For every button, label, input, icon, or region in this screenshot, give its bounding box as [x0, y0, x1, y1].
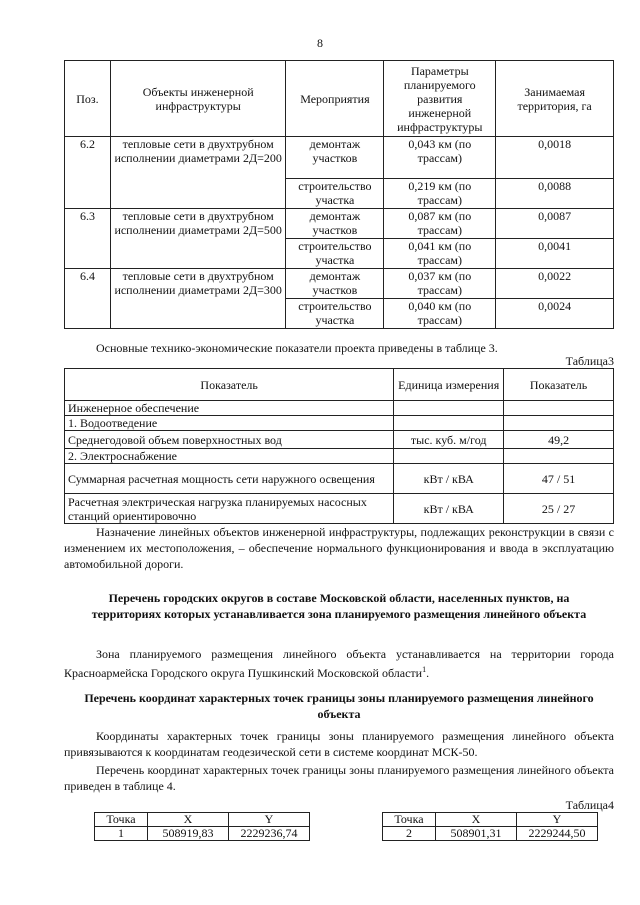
table-row	[95, 827, 310, 841]
page-number: 8	[317, 36, 323, 50]
value-cell: 49,2	[504, 431, 614, 449]
indicator-cell: Расчетная электрическая нагрузка планируемых насосных станций ориентировочно	[65, 494, 394, 524]
table-row	[383, 827, 598, 841]
heading-coordinates: Перечень координат характерных точек границы зоны планируемого размещения линейного объекта	[84, 691, 594, 721]
table-row	[65, 416, 614, 431]
unit-cell	[394, 401, 504, 416]
indicator-cell: Среднегодовой объем поверхностных вод	[65, 431, 394, 449]
param-cell: 0,037 км (по трассам)	[384, 269, 496, 299]
value-cell: 47 / 51	[504, 464, 614, 494]
area-cell: 0,0041	[496, 239, 614, 269]
table-row	[65, 269, 614, 299]
col-header-x: X	[148, 813, 229, 827]
col-header-point: Точка	[95, 813, 148, 827]
col-header-y: Y	[229, 813, 310, 827]
coordinates-table-right	[382, 812, 598, 841]
footnote-marker: 1	[422, 665, 427, 674]
engineering-infrastructure-table	[64, 60, 614, 329]
action-cell: демонтаж участков	[286, 209, 384, 239]
pos-cell: 6.4	[65, 269, 111, 329]
col-header-point: Точка	[383, 813, 436, 827]
object-cell: тепловые сети в двухтрубном исполнении диаметрами 2Д=500	[110, 209, 286, 269]
value-cell	[504, 449, 614, 464]
unit-cell: тыс. куб. м/год	[394, 431, 504, 449]
table-row	[65, 494, 614, 524]
param-cell: 0,219 км (по трассам)	[384, 179, 496, 209]
col-header-pos: Поз.	[65, 61, 111, 137]
table-row	[65, 209, 614, 239]
value-cell	[504, 416, 614, 431]
y-cell: 2229244,50	[517, 827, 598, 841]
pos-cell: 6.2	[65, 137, 111, 209]
indicator-cell: Суммарная расчетная мощность сети наружного освещения	[65, 464, 394, 494]
unit-cell: кВт / кВА	[394, 494, 504, 524]
intro-table3: Основные технико-экономические показатели проекта приведены в таблице 3.	[96, 341, 498, 355]
col-header-param: Параметры планируемого развития инженерной инфраструктуры	[384, 61, 496, 137]
action-cell: строительство участка	[286, 179, 384, 209]
unit-cell	[394, 416, 504, 431]
economic-indicators-table	[64, 368, 614, 524]
action-cell: демонтаж участков	[286, 269, 384, 299]
area-cell: 0,0018	[496, 137, 614, 179]
purpose-paragraph: Назначение линейных объектов инженерной инфраструктуры, подлежащих реконструкции в связи с изменением их местоположения, – обеспечение нормального функционирования и ввода в эксплуатацию автомобильной дороги.	[64, 525, 614, 571]
indicator-cell: 2. Электроснабжение	[65, 449, 394, 464]
point-cell: 1	[95, 827, 148, 841]
param-cell: 0,041 км (по трассам)	[384, 239, 496, 269]
action-cell: строительство участка	[286, 239, 384, 269]
table-row	[65, 401, 614, 416]
x-cell: 508919,83	[148, 827, 229, 841]
param-cell: 0,040 км (по трассам)	[384, 299, 496, 329]
indicator-cell: Инженерное обеспечение	[65, 401, 394, 416]
zone-text: Зона планируемого размещения линейного объекта устанавливается на территории города Красноармейска Городского округа Пушкинский Московской области	[64, 647, 614, 680]
table-row	[65, 431, 614, 449]
table-row	[65, 464, 614, 494]
pos-cell: 6.3	[65, 209, 111, 269]
area-cell: 0,0088	[496, 179, 614, 209]
area-cell: 0,0087	[496, 209, 614, 239]
coordinates-table-left	[94, 812, 310, 841]
col-header-unit: Единица измерения	[394, 369, 504, 401]
point-cell: 2	[383, 827, 436, 841]
table-row	[65, 449, 614, 464]
action-cell: строительство участка	[286, 299, 384, 329]
area-cell: 0,0024	[496, 299, 614, 329]
y-cell: 2229236,74	[229, 827, 310, 841]
zone-text-end: .	[426, 666, 430, 680]
col-header-area: Занимаемая территория, га	[496, 61, 614, 137]
unit-cell	[394, 449, 504, 464]
zone-paragraph	[64, 646, 614, 681]
object-cell: тепловые сети в двухтрубном исполнении диаметрами 2Д=200	[110, 137, 286, 209]
area-cell: 0,0022	[496, 269, 614, 299]
col-header-object: Объекты инженерной инфраструктуры	[110, 61, 286, 137]
table4-caption: Таблица4	[565, 798, 614, 812]
unit-cell: кВт / кВА	[394, 464, 504, 494]
action-cell: демонтаж участков	[286, 137, 384, 179]
col-header-indicator: Показатель	[65, 369, 394, 401]
value-cell	[504, 401, 614, 416]
table-row	[65, 137, 614, 179]
param-cell: 0,087 км (по трассам)	[384, 209, 496, 239]
value-cell: 25 / 27	[504, 494, 614, 524]
col-header-value: Показатель	[504, 369, 614, 401]
x-cell: 508901,31	[436, 827, 517, 841]
col-header-x: X	[436, 813, 517, 827]
col-header-y: Y	[517, 813, 598, 827]
object-cell: тепловые сети в двухтрубном исполнении диаметрами 2Д=300	[110, 269, 286, 329]
table3-caption: Таблица3	[565, 354, 614, 368]
col-header-action: Мероприятия	[286, 61, 384, 137]
coords-paragraph-1: Координаты характерных точек границы зоны планируемого размещения линейного объекта привязываются к координатам геодезической сети в системе координат МСК-50.	[64, 729, 614, 759]
heading-districts: Перечень городских округов в составе Московской области, населенных пунктов, на территориях которых устанавливается зона планируемого размещения линейного объекта	[91, 591, 587, 621]
indicator-cell: 1. Водоотведение	[65, 416, 394, 431]
coords-paragraph-2: Перечень координат характерных точек границы зоны планируемого размещения линейного объекта приведен в таблице 4.	[64, 763, 614, 793]
param-cell: 0,043 км (по трассам)	[384, 137, 496, 179]
